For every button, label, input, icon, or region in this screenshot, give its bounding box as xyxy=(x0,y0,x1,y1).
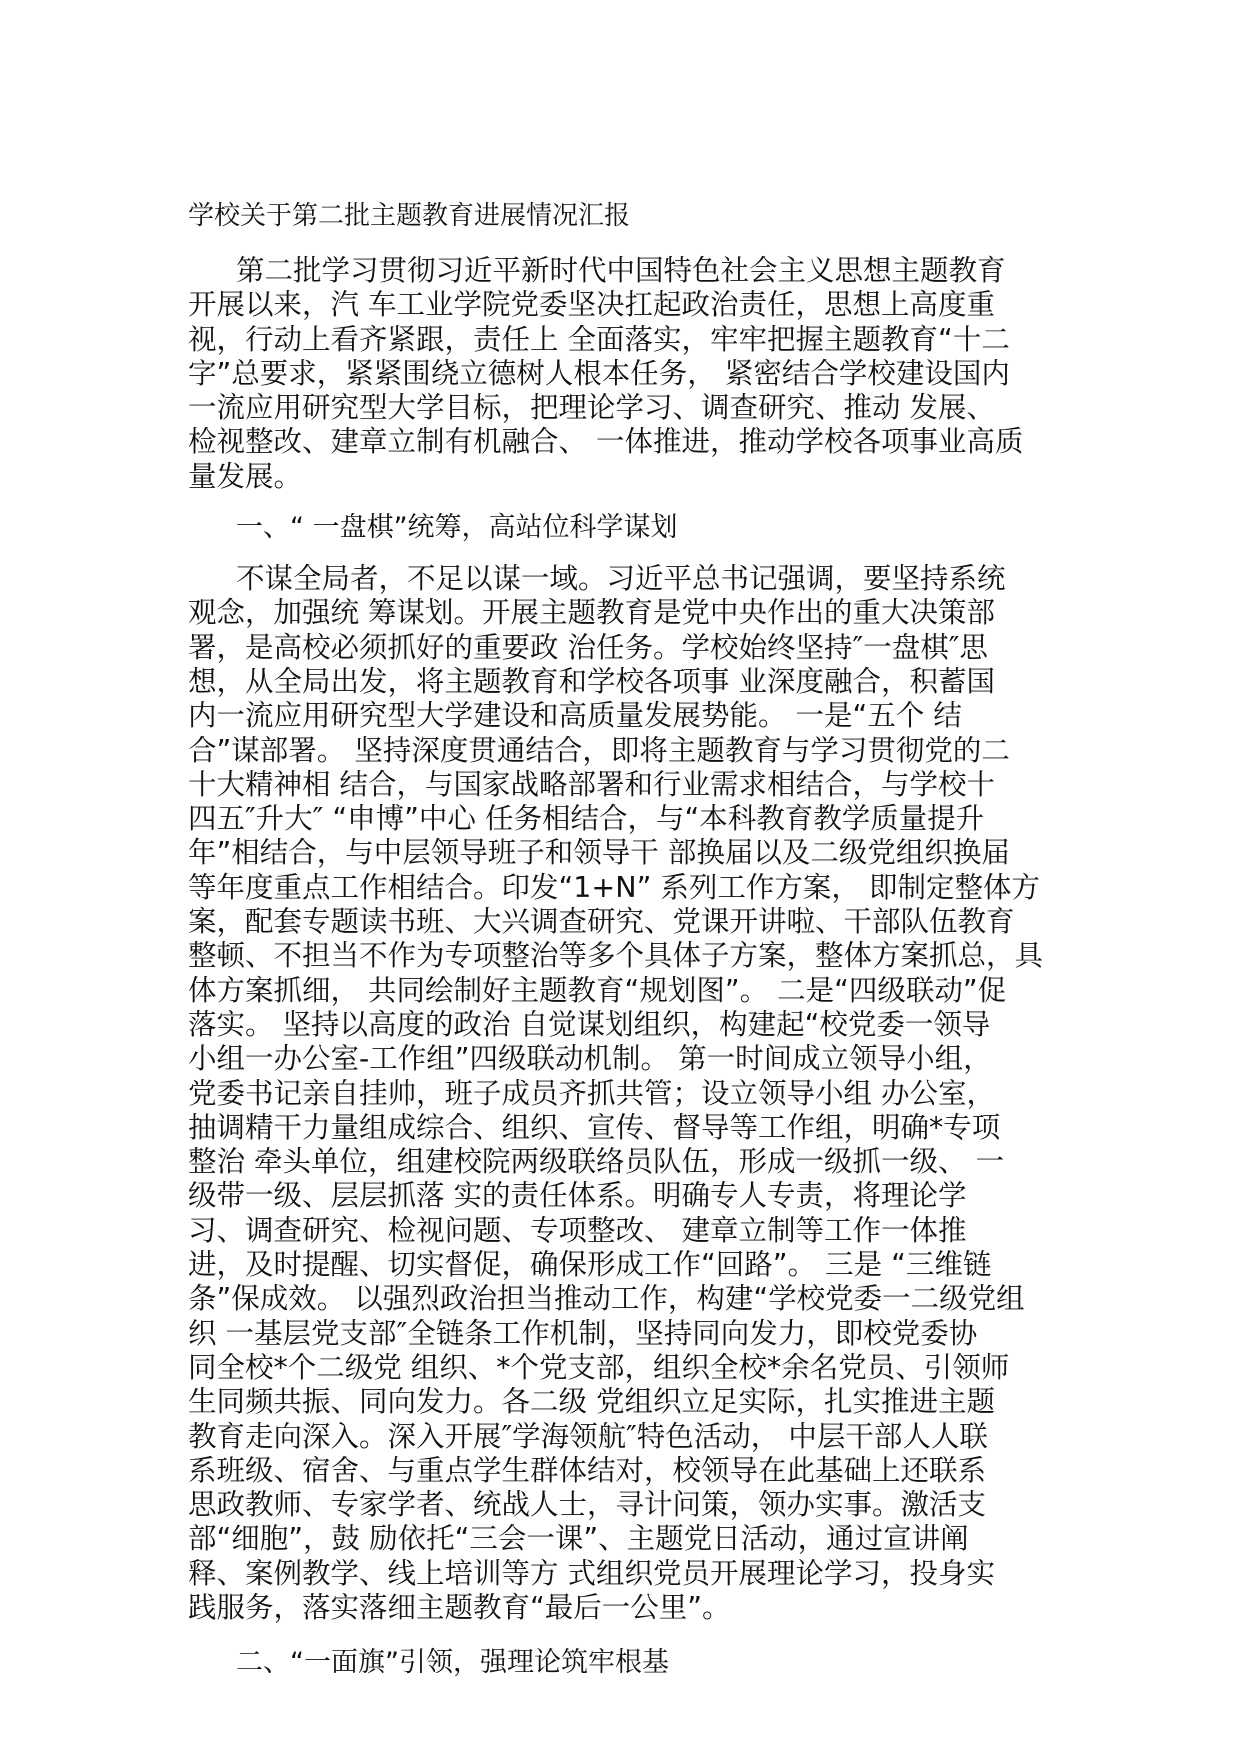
section-1-line: 进，及时提醒、切实督促，确保形成工作“回路”。 三是 “三维链 xyxy=(188,1248,992,1282)
section-1-line: 小组一办公室-工作组”四级联动机制。 第一时间成立领导小组， xyxy=(188,1042,992,1076)
intro-paragraph xyxy=(188,254,1058,494)
intro-line: 第二批学习贯彻习近平新时代中国特色社会主义思想主题教育 xyxy=(236,254,1006,287)
intro-line: 量发展。 xyxy=(188,459,303,493)
intro-line: 字”总要求，紧紧围绕立德树人根本任务， 紧密结合学校建设国内 xyxy=(188,356,1010,390)
section-1-line: 落实。 坚持以高度的政治 自觉谋划组织，构建起“校党委一领导 xyxy=(188,1007,991,1041)
document-body xyxy=(188,196,1058,1681)
section-1-line: 生同频共振、同向发力。各二级 党组织立足实际，扎实推进主题 xyxy=(188,1385,996,1419)
section-1-line: 系班级、宿舍、与重点学生群体结对，校领导在此基础上还联系 xyxy=(188,1453,987,1487)
section-1-line: 践服务，落实落细主题教育“最后一公里”。 xyxy=(188,1590,731,1624)
section-1-line: 思政教师、专家学者、统战人士，寻计问策，领办实事。激活支 xyxy=(188,1488,987,1522)
section-1-line: 织 一基层党支部″全链条工作机制，坚持同向发力，即校党委协 xyxy=(188,1316,978,1350)
intro-line: 检视整改、建章立制有机融合、 一体推进，推动学校各项事业高质 xyxy=(188,425,1024,459)
section-1-line: 合”谋部署。 坚持深度贯通结合，即将主题教育与学习贯彻党的二 xyxy=(188,733,1010,767)
section-1-line: 抽调精干力量组成综合、组织、宣传、督导等工作组，明确*专项 xyxy=(188,1110,1001,1144)
section-1-line: 级带一级、层层抓落 实的责任体系。明确专人专责，将理论学 xyxy=(188,1179,967,1213)
section-1-paragraph xyxy=(188,562,1058,1625)
spacer xyxy=(188,494,1058,510)
section-1-line: 习、调查研究、检视问题、专项整改、 建章立制等工作一体推 xyxy=(188,1213,967,1247)
intro-line: 视，行动上看齐紧跟，责任上 全面落实，牢牢把握主题教育“十二 xyxy=(188,322,1010,356)
section-1-line: 教育走向深入。深入开展″学海领航″特色活动， 中层干部人人联 xyxy=(188,1419,988,1453)
spacer xyxy=(188,546,1058,562)
section-1-line: 署，是高校必须抓好的重要政 治任务。学校始终坚持″一盘棋″思 xyxy=(188,630,988,664)
section-1-line: 年”相结合，与中层领导班子和领导干 部换届以及二级党组织换届 xyxy=(188,836,1010,870)
section-1-line: 体方案抓细， 共同绘制好主题教育“规划图”。 二是“四级联动”促 xyxy=(188,973,1007,1007)
section-1-line: 整顿、不担当不作为专项整治等多个具体子方案，整体方案抓总，具 xyxy=(188,939,1044,973)
section-1-line: 同全校*个二级党 组织、*个党支部，组织全校*余名党员、引领师 xyxy=(188,1350,1010,1384)
section-1-line: 部“细胞”，鼓 励依托“三会一课”、主题党日活动，通过宣讲阐 xyxy=(188,1522,969,1556)
section-2-heading: 二、“一面旗”引领，强理论筑牢根基 xyxy=(236,1647,669,1679)
section-1-line: 条”保成效。 以强烈政治担当推动工作，构建“学校党委一二级党组 xyxy=(188,1282,1025,1316)
section-1-line: 案，配套专题读书班、大兴调查研究、党课开讲啦、干部队伍教育 xyxy=(188,905,1015,939)
section-1-line: 十大精神相 结合，与国家战略部署和行业需求相结合，与学校十 xyxy=(188,767,996,801)
section-1-line: 等年度重点工作相结合。印发“1+N” 系列工作方案， 即制定整体方 xyxy=(188,870,1040,904)
section-1-line: 想，从全局出发，将主题教育和学校各项事 业深度融合，积蓄国 xyxy=(188,664,996,698)
section-1-heading: 一、“ 一盘棋”统筹，高站位科学谋划 xyxy=(236,512,678,544)
section-1-line: 释、案例教学、线上培训等方 式组织党员开展理论学习，投身实 xyxy=(188,1556,996,1590)
section-1-line: 内一流应用研究型大学建设和高质量发展势能。 一是“五个 结 xyxy=(188,699,962,733)
spacer xyxy=(188,1625,1058,1645)
intro-line: 一流应用研究型大学目标，把理论学习、调查研究、推动 发展、 xyxy=(188,391,996,425)
intro-line: 开展以来，汽 车工业学院党委坚决扛起政治责任，思想上高度重 xyxy=(188,288,996,322)
section-1-line: 四五″升大″ “申博”中心 任务相结合，与“本科教育教学质量提升 xyxy=(188,802,985,836)
section-1-line: 不谋全局者，不足以谋一域。习近平总书记强调，要坚持系统 xyxy=(236,562,1006,596)
section-1-line: 党委书记亲自挂帅，班子成员齐抓共管；设立领导小组 办公室， xyxy=(188,1076,996,1110)
document-title: 学校关于第二批主题教育进展情况汇报 xyxy=(188,201,631,231)
section-1-line: 整治 牵头单位，组建校院两级联络员队伍，形成一级抓一级、 一 xyxy=(188,1145,1005,1179)
section-1-line: 观念，加强统 筹谋划。开展主题教育是党中央作出的重大决策部 xyxy=(188,596,996,630)
